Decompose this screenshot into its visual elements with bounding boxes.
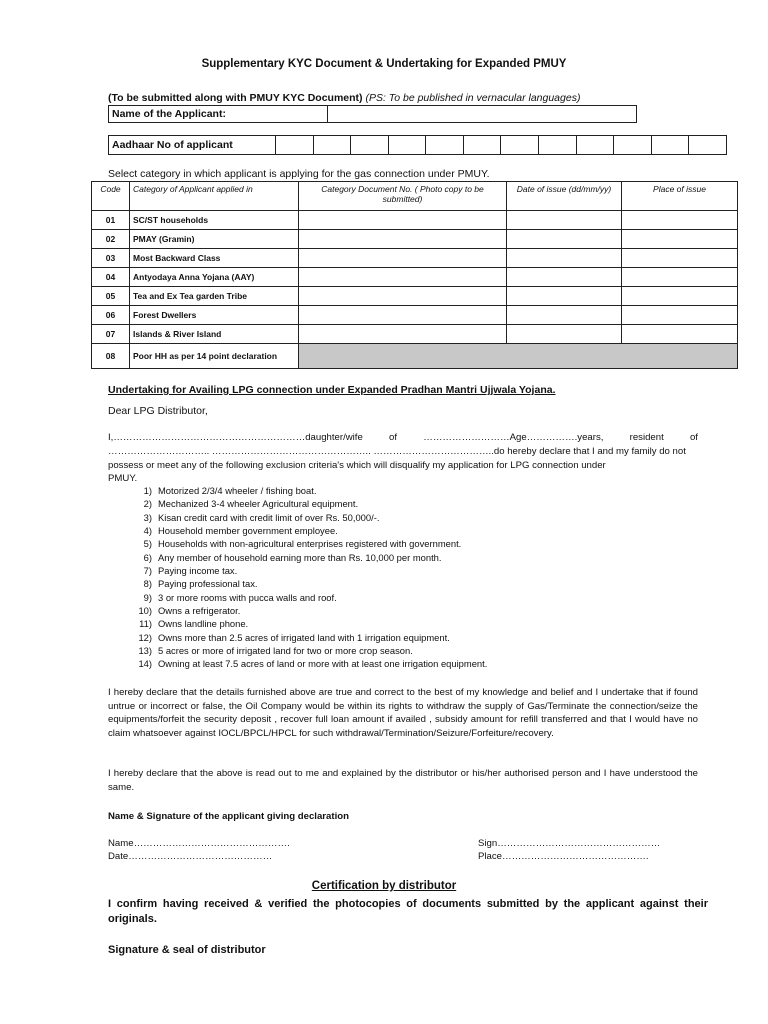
criterion-number: 2) [143,498,152,510]
category-date-cell[interactable] [507,230,622,249]
category-place-cell[interactable] [622,230,738,249]
salutation: Dear LPG Distributor, [108,405,208,417]
criterion-text: Paying income tax. [158,565,238,577]
category-shaded-cell [299,344,738,369]
aadhaar-digit-box[interactable] [651,136,689,155]
aadhaar-digit-box[interactable] [313,136,351,155]
declaration-part-b: of [389,432,398,443]
category-table [91,181,738,369]
category-date-cell[interactable] [507,211,622,230]
exclusion-criterion [128,484,487,497]
place-field[interactable]: Place………………………………………. [478,851,649,862]
category-row [92,306,738,325]
name-field[interactable]: Name…………………………………………. [108,838,290,849]
category-header-row [92,182,738,211]
category-row [92,344,738,369]
criterion-text: 3 or more rooms with pucca walls and roof. [158,591,337,603]
category-date-cell[interactable] [507,268,622,287]
category-place-cell[interactable] [622,287,738,306]
declaration-part-c: ………………………Age…………….years, [423,432,604,443]
category-code: 05 [92,287,130,306]
criterion-text: Owns landline phone. [158,618,249,630]
category-place-cell[interactable] [622,325,738,344]
criterion-text: Motorized 2/3/4 wheeler / fishing boat. [158,485,317,496]
criterion-number: 1) [143,485,152,496]
page-title: Supplementary KYC Document & Undertaking for Expanded PMUY [201,58,567,70]
exclusion-criterion [128,537,487,550]
aadhaar-label: Aadhaar No of applicant [109,136,276,155]
criterion-number: 6) [143,551,152,563]
seal-label: Signature & seal of distributor [108,944,266,956]
applicant-name-label: Name of the Applicant: [109,106,328,123]
category-document-no-cell[interactable] [299,325,507,344]
exclusion-criterion [128,497,487,510]
header-place-of-issue: Place of issue [622,182,738,211]
header-code: Code [92,182,130,211]
category-row [92,249,738,268]
exclusion-criterion [128,604,487,617]
aadhaar-digit-box[interactable] [388,136,426,155]
signature-heading: Name & Signature of the applicant giving declaration [108,811,349,822]
criterion-number: 14) [138,658,152,670]
category-code: 02 [92,230,130,249]
applicant-name-field[interactable] [328,106,637,123]
applicant-name-table [108,105,637,123]
exclusion-criterion [128,617,487,630]
criterion-text: Owns a refrigerator. [158,605,241,617]
criterion-text: Owns more than 2.5 acres of irrigated land with 1 irrigation equipment. [158,631,450,643]
category-row [92,287,738,306]
sign-field[interactable]: Sign…………………………………………… [478,838,661,849]
criterion-text: Kisan credit card with credit limit of over Rs. 50,000/-. [158,511,380,523]
criterion-number: 5) [143,538,152,550]
date-field[interactable]: Date……………………………………… [108,851,273,862]
declaration-line-2: ………………………….. ………………………………………….. ………………………………..do hereby declare that I and my family do not [108,446,686,457]
submission-note [108,92,580,104]
certification-text: I confirm having received & verified the photocopies of documents submitted by the applicant against their originals. [108,898,708,925]
category-document-no-cell[interactable] [299,268,507,287]
exclusion-criterion [128,644,487,657]
declaration-part-a: I,……………………………………………………daughter/wife [108,432,363,443]
aadhaar-table [108,135,727,155]
category-date-cell[interactable] [507,306,622,325]
category-code: 08 [92,344,130,369]
criterion-number: 7) [143,565,152,577]
certification-heading: Certification by distributor [311,880,457,892]
category-row [92,268,738,287]
category-place-cell[interactable] [622,211,738,230]
criterion-number: 9) [143,591,152,603]
criterion-number: 8) [143,578,152,590]
criterion-text: Households with non-agricultural enterprises registered with government. [158,538,462,550]
criterion-number: 3) [143,511,152,523]
category-document-no-cell[interactable] [299,211,507,230]
aadhaar-digit-box[interactable] [351,136,389,155]
category-name: Islands & River Island [130,325,299,344]
exclusion-criterion [128,577,487,590]
exclusion-criterion [128,591,487,604]
exclusion-criterion [128,524,487,537]
aadhaar-digit-box[interactable] [689,136,727,155]
category-date-cell[interactable] [507,249,622,268]
criterion-text: 5 acres or more of irrigated land for two or more crop season. [158,645,413,657]
category-row [92,325,738,344]
category-name: PMAY (Gramin) [130,230,299,249]
category-code: 06 [92,306,130,325]
criterion-text: Any member of household earning more than Rs. 10,000 per month. [158,551,442,563]
submit-note-text: (To be submitted along with PMUY KYC Document) [108,92,363,104]
category-name: Tea and Ex Tea garden Tribe [130,287,299,306]
header-document-no: Category Document No. ( Photo copy to be submitted) [299,182,507,211]
undertaking-heading: Undertaking for Availing LPG connection under Expanded Pradhan Mantri Ujjwala Yojana. [108,384,556,396]
ps-note: (PS: To be published in vernacular languages) [365,92,581,104]
category-code: 03 [92,249,130,268]
category-name: SC/ST households [130,211,299,230]
criterion-number: 4) [143,525,152,537]
declaration-line-1 [108,432,698,443]
aadhaar-digit-box[interactable] [501,136,539,155]
category-document-no-cell[interactable] [299,287,507,306]
aadhaar-digit-box[interactable] [463,136,501,155]
exclusion-criterion [128,551,487,564]
category-row [92,230,738,249]
criterion-number: 10) [138,605,152,617]
category-place-cell[interactable] [622,268,738,287]
criterion-text: Paying professional tax. [158,578,258,590]
exclusion-criterion [128,657,487,670]
exclusion-criteria-list [128,484,487,671]
aadhaar-digit-box[interactable] [539,136,577,155]
category-row [92,211,738,230]
criterion-number: 11) [139,618,152,630]
category-date-cell[interactable] [507,287,622,306]
header-date-of-issue: Date of issue (dd/mm/yy) [507,182,622,211]
criterion-number: 12) [138,631,152,643]
criterion-text: Household member government employee. [158,525,338,537]
category-name: Poor HH as per 14 point declaration [130,344,299,369]
criterion-number: 13) [138,645,152,657]
declaration-part-e: of [689,432,698,443]
category-code: 07 [92,325,130,344]
category-name: Most Backward Class [130,249,299,268]
category-name: Forest Dwellers [130,306,299,325]
aadhaar-digit-box[interactable] [426,136,464,155]
aadhaar-digit-box[interactable] [576,136,614,155]
header-category: Category of Applicant applied in [130,182,299,211]
declaration-part-d: resident [629,432,664,443]
exclusion-criterion [128,564,487,577]
declaration-paragraph-2: I hereby declare that the above is read out to me and explained by the distributor or his/her authorised person and I have understood the same. [108,768,698,793]
criterion-text: Owning at least 7.5 acres of land or more with at least one irrigation equipment. [158,658,488,670]
aadhaar-digit-box[interactable] [276,136,314,155]
declaration-paragraph-1: I hereby declare that the details furnished above are true and correct to the best of my knowledge and belief and I undertake that if found untrue or incorrect or false, the Oil Company would be within its rights to withdraw the supply of Gas/Terminate the connection/seize the equipments/forfeit the security deposit , recover full loan amount if availed , subsidy amount for refill transferred and that I would have no claim whatsoever against IOCL/BPCL/HPCL for such withdrawal/Termination/Seizure/Forfeiture/recovery. [108,687,698,739]
declaration-line-4: PMUY. [108,473,138,484]
category-code: 04 [92,268,130,287]
aadhaar-digit-box[interactable] [614,136,652,155]
exclusion-criterion [128,511,487,524]
criterion-text: Mechanized 3-4 wheeler Agricultural equipment. [158,498,359,510]
category-document-no-cell[interactable] [299,230,507,249]
declaration-line-3: possess or meet any of the following exclusion criteria's which will disqualify my application for LPG connection under [108,460,606,471]
category-code: 01 [92,211,130,230]
category-date-cell[interactable] [507,325,622,344]
category-place-cell[interactable] [622,249,738,268]
exclusion-criterion [128,631,487,644]
category-document-no-cell[interactable] [299,249,507,268]
select-category-text: Select category in which applicant is applying for the gas connection under PMUY. [108,168,490,180]
category-place-cell[interactable] [622,306,738,325]
category-document-no-cell[interactable] [299,306,507,325]
category-name: Antyodaya Anna Yojana (AAY) [130,268,299,287]
